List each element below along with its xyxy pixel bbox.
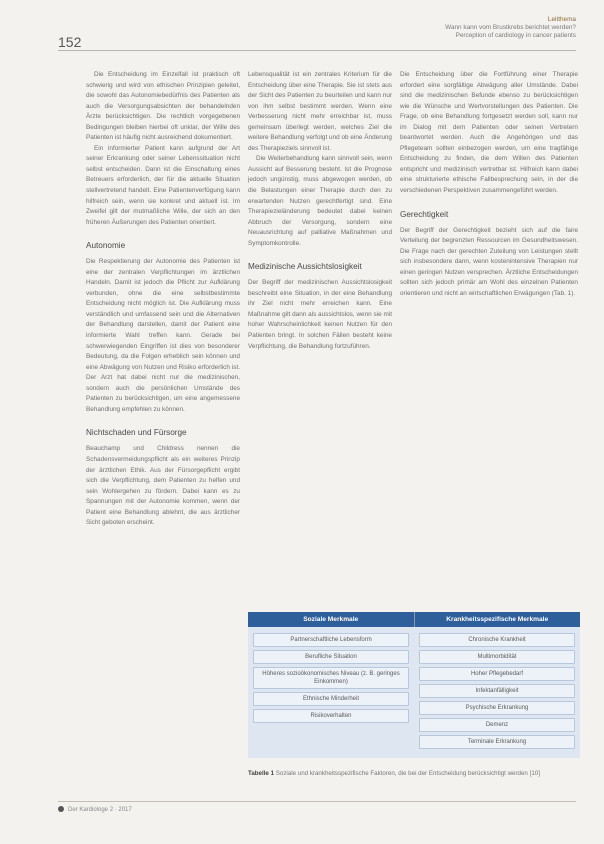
page-number: 152 [58, 34, 82, 50]
table-cell: Hoher Pflegebedarf [419, 667, 575, 681]
running-head [276, 16, 576, 40]
paragraph: Die Entscheidung über die Fortführung einer Therapie erfordert eine sorgfältige Abwägung aller Umstände. Dabei sind die medizinischen Befunde ebenso zu berücksichtigen wie die Wünsche und Wertvorstellungen des Patienten. Die Frage, ob eine Behandlung fortgesetzt werden soll, kann nur im Dialog mit dem Patienten oder seinen Vertretern beantwortet werden. Auch die Angehörigen und das Pflegeteam sollten einbezogen werden, um eine tragfähige Entscheidung zu finden, die dem Willen des Patienten entspricht und medizinisch vertretbar ist. Hilfreich kann dabei eine strukturierte ethische Fallbesprechung sein, in der die verschiedenen Perspektiven zusammengeführt werden. [400, 71, 578, 195]
paragraph: Lebensqualität ist ein zentrales Kriterium für die Entscheidung über eine Therapie. Sie ist stets aus der Sicht des Patienten zu beurteilen und kann nur von ihm selbst bestimmt werden. Wenn eine Verbesserung nicht mehr erreichbar ist, muss gemeinsam überlegt werden, welches Ziel die weitere Behandlung verfolgt und ob eine Änderung des Therapieziels sinnvoll ist. [248, 71, 392, 152]
table-column-disease [414, 630, 580, 752]
running-head-title: Wann kann vom Brustkrebs berichtet werden? [445, 24, 576, 31]
table-header-social: Soziale Merkmale [303, 616, 359, 623]
factors-table [248, 612, 580, 758]
table-cell: Demenz [419, 718, 575, 732]
table-header [248, 612, 580, 627]
table-cell: Multimorbidität [419, 650, 575, 664]
table-cell: Terminale Erkrankung [419, 735, 575, 749]
text-column-3 [400, 70, 578, 299]
paragraph: Die Respektierung der Autonomie des Patienten ist eine der zentralen Verpflichtungen im ärztlichen Handeln. Damit ist jedoch die Pflicht zur Aufklärung verbunden, ohne die eine selbstbestimmte Entscheidung nicht möglich ist. Die Aufklärung muss verständlich und umfassend sein und die Alternativen der Behandlung darstellen, damit der Patient eine informierte Wahl treffen kann. Gerade bei schwerwiegenden Eingriffen ist dies von besonderer Bedeutung, da die Folgen erheblich sein können und eine Abwägung von Nutzen und Risiko erforderlich ist. Der Arzt hat dabei nicht nur die medizinischen, sondern auch die persönlichen Umstände des Patienten zu berücksichtigen, um eine angemessene Behandlung empfehlen zu können. [86, 258, 240, 413]
table-caption-text: Soziale und krankheitsspezifische Faktoren, die bei der Entscheidung berücksichtigt werden [10] [275, 770, 540, 777]
table-cell: Infektanfälligkeit [419, 684, 575, 698]
table-cell: Höheres sozioökonomisches Niveau (z. B. geringes Einkommen) [253, 667, 409, 689]
header-rule [58, 50, 576, 51]
paragraph: Beauchamp und Childress nennen die Schadensvermeidungspflicht als ein weiteres Prinzip der ärztlichen Ethik. Aus der Fürsorgepflicht ergibt sich die Verpflichtung, dem Patienten zu helfen und sein Wohlergehen zu fördern. Dabei kann es zu Spannungen mit der Autonomie kommen, wenn der Patient eine Behandlung ablehnt, die aus ärztlicher Sicht geboten erscheint. [86, 445, 240, 527]
section-heading-justice: Gerechtigkeit [400, 209, 449, 219]
table-cell: Ethnische Minderheit [253, 692, 409, 706]
footer-text: Der Kardiologe 2 · 2017 [68, 807, 132, 813]
text-column-1 [86, 70, 240, 529]
table-cell: Chronische Krankheit [419, 633, 575, 647]
section-heading-care: Nichtschaden und Fürsorge [86, 428, 187, 438]
table-cell: Psychische Erkrankung [419, 701, 575, 715]
paragraph: Die Weiterbehandlung kann sinnvoll sein, wenn Aussicht auf Besserung besteht. Ist die Prognose jedoch ungünstig, muss abgewogen werden, ob die Belastungen einer Therapie durch den zu erwartenden Nutzen gerechtfertigt sind. Eine Therapiezieländerung bedeutet dabei keinen Abbruch der Versorgung, sondern eine Neuausrichtung auf palliative Maßnahmen und Symptomkontrolle. [248, 155, 392, 247]
table-body [248, 627, 580, 758]
section-heading-futility: Medizinische Aussichtslosigkeit [248, 262, 362, 272]
table-caption-label: Tabelle 1 [248, 770, 275, 777]
footer-rule [58, 801, 576, 802]
bullet-icon [58, 806, 64, 812]
table-cell: Risikoverhalten [253, 709, 409, 723]
footer [58, 806, 132, 814]
table-cell: Partnerschaftliche Lebensform [253, 633, 409, 647]
paragraph: Die Entscheidung im Einzelfall ist praktisch oft schwierig und wird von ethischen Prinzipien geleitet, die sowohl das Autonomiebedürfnis des Patienten als auch die Versorgungsabsichten der behandelnden Ärzte berücksichtigen. Die rechtlich vorgegebenen Bedingungen bleiben hierbei oft unklar, der Wille des Patienten ist häufig nicht ausreichend dokumentiert. [86, 71, 240, 142]
table-cell: Berufliche Situation [253, 650, 409, 664]
section-heading-autonomy: Autonomie [86, 241, 126, 251]
paragraph: Der Begriff der medizinischen Aussichtslosigkeit beschreibt eine Situation, in der eine Behandlung ihr Ziel nicht mehr erreichen kann. Eine Maßnahme gilt dann als aussichtslos, wenn sie mit hoher Wahrscheinlichkeit keinen Nutzen für den Patienten bringt. In solchen Fällen besteht keine Verpflichtung, die Behandlung fortzuführen. [248, 279, 392, 350]
text-column-2 [248, 70, 392, 352]
running-head-subtitle: Perception of cardiology in cancer patients [455, 32, 576, 39]
table-header-disease: Krankheitsspezifische Merkmale [414, 612, 581, 627]
paragraph: Der Begriff der Gerechtigkeit bezieht sich auf die faire Verteilung der begrenzten Ressourcen im Gesundheitswesen. Die Frage nach der gerechten Zuteilung von Leistungen stellt sich insbesondere dann, wenn kostenintensive Therapien nur einen geringen Nutzen versprechen. Ärztliche Entscheidungen sollten sich jedoch primär am Wohl des einzelnen Patienten orientieren und nicht an wirtschaftlichen Erwägungen (Tab. 1). [400, 226, 578, 297]
table-caption [248, 770, 580, 779]
table-column-social [248, 630, 414, 752]
paragraph: Ein informierter Patient kann aufgrund der Art seiner Erkrankung oder seiner Lebenssituation nicht selbst entscheiden. Dann ist die Einschaltung eines Betreuers erforderlich, der für die aktuelle Situation stellvertretend handelt. Eine Patientenverfügung kann hilfreich sein, wenn sie konkret und aktuell ist. Im Zweifel gilt der mutmaßliche Wille, der sich an den früheren Äußerungen des Patienten orientiert. [86, 144, 240, 226]
running-head-section: Leitthema [547, 16, 576, 23]
